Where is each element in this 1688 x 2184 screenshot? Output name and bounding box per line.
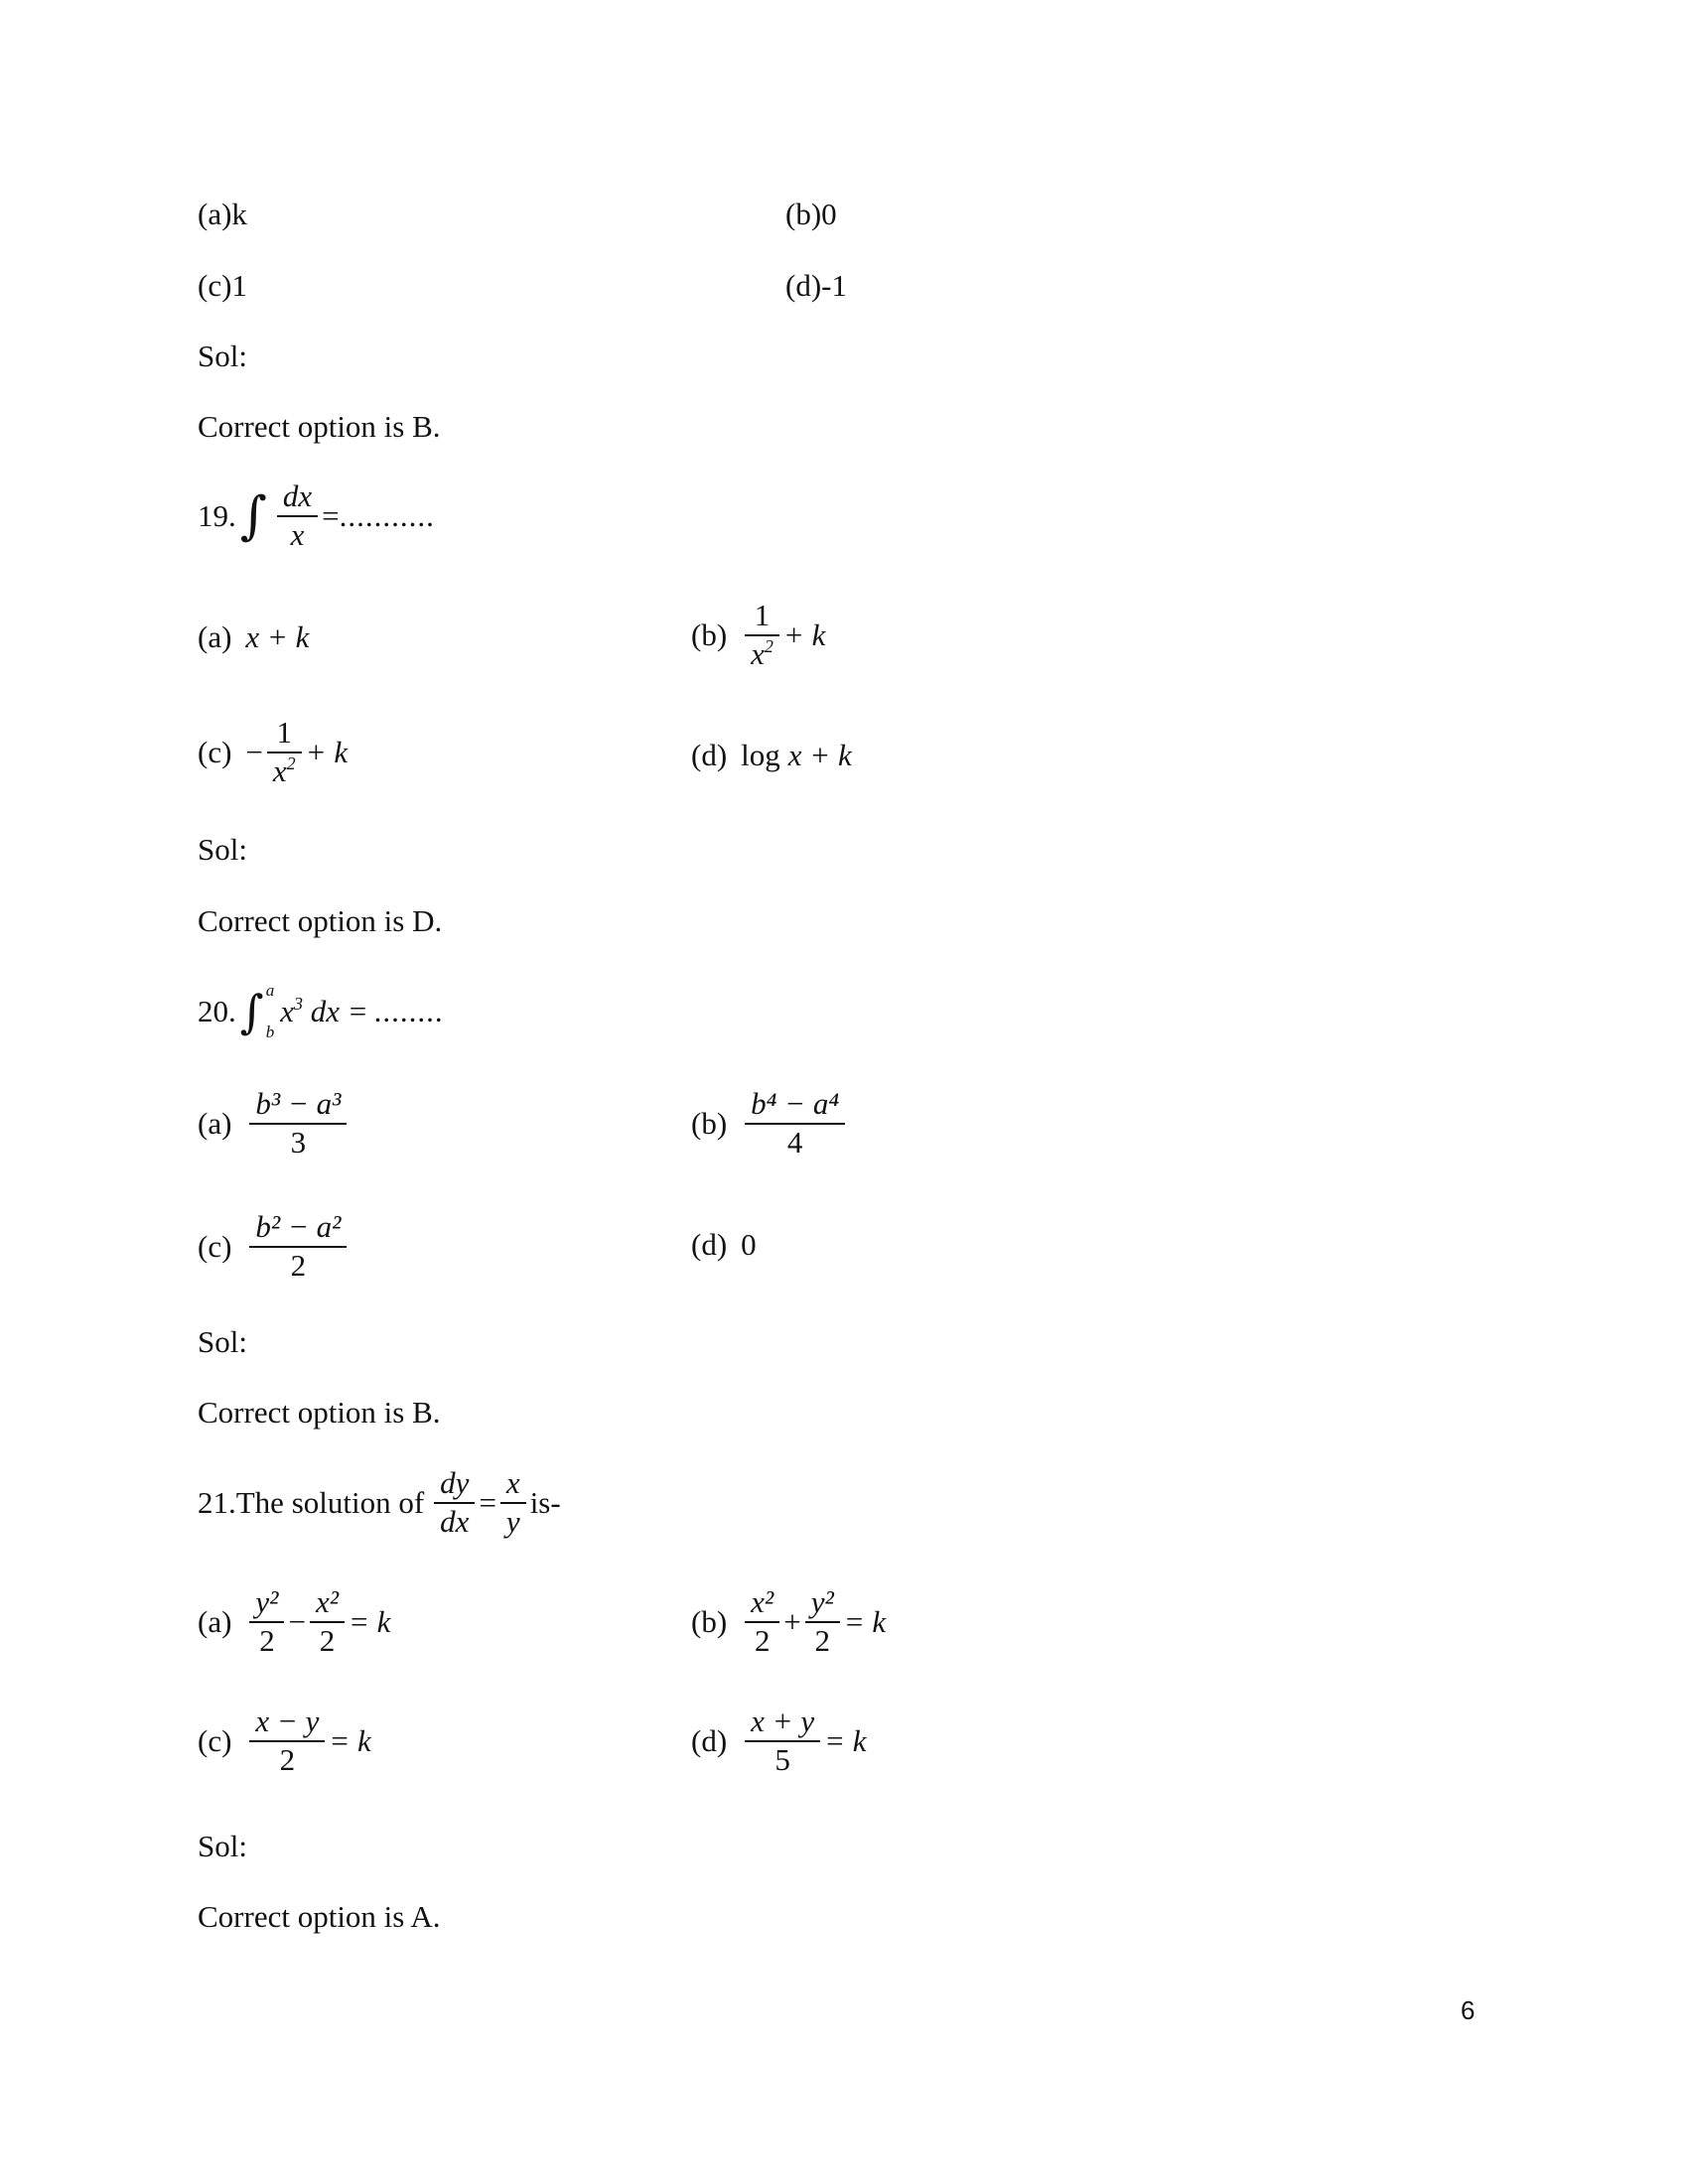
q19-option-b	[691, 600, 825, 670]
q19-sol-label: Sol:	[198, 832, 247, 867]
q21-lhs-numerator: dy	[440, 1465, 470, 1500]
q19-option-c-label: (c)	[198, 734, 232, 769]
q20-option-b	[691, 1088, 849, 1159]
q20-lower-limit: b	[265, 1023, 275, 1041]
page-number: 6	[1461, 1995, 1476, 2025]
q21-prefix: 21.The solution of	[198, 1484, 425, 1520]
q20-upper-limit: a	[265, 981, 275, 1000]
q19-integrand-numerator: dx	[282, 478, 313, 513]
q21-option-a	[198, 1586, 390, 1657]
q20-option-d-label: (d)	[691, 1227, 728, 1262]
q21-option-b-f2-numerator: y²	[810, 1584, 834, 1619]
q20-option-d	[691, 1227, 757, 1263]
q21-option-d-fraction	[745, 1706, 820, 1776]
q18-option-d: (d)-1	[785, 268, 847, 303]
integral-sign-icon: ∫	[239, 985, 264, 1038]
q20-answer: Correct option is B.	[198, 1395, 441, 1430]
q20-option-a-denominator: 3	[290, 1124, 307, 1160]
q21-option-a-f1-denominator: 2	[259, 1622, 275, 1658]
q19-integrand-fraction	[277, 480, 318, 551]
q20-option-c-numerator: b² − a²	[255, 1209, 342, 1244]
q19-option-d	[691, 738, 852, 773]
q19-equals: =	[322, 497, 340, 533]
q21-option-c-fraction	[249, 1706, 325, 1776]
q21-option-d-label: (d)	[691, 1722, 728, 1758]
q19-option-c-sign: −	[245, 734, 263, 769]
q20-option-b-fraction	[745, 1088, 845, 1159]
q21-lhs-fraction	[434, 1467, 475, 1538]
q19-option-c-tail: + k	[305, 734, 349, 769]
q20-integrand-base: x	[280, 994, 294, 1028]
q18-option-a: (a)k	[198, 197, 247, 231]
q19-option-b-tail: + k	[782, 616, 826, 652]
q20-option-a	[198, 1088, 351, 1159]
q21-lhs-denominator: dx	[440, 1503, 470, 1539]
q21-option-a-tail: = k	[349, 1603, 391, 1639]
q21-option-b-fraction-2	[805, 1586, 840, 1657]
q20-blank: ........	[373, 994, 444, 1028]
q20-limits	[266, 981, 275, 1042]
q18-answer: Correct option is B.	[198, 409, 441, 444]
q21-option-a-f2-denominator: 2	[319, 1622, 336, 1658]
q21-option-b-fraction-1	[745, 1586, 779, 1657]
q20-option-b-label: (b)	[691, 1105, 728, 1141]
q20-option-b-numerator: b⁴ − a⁴	[751, 1086, 840, 1121]
q18-option-c: (c)1	[198, 268, 247, 303]
q21-sol-label: Sol:	[198, 1829, 247, 1863]
q19-option-a-expr: x + k	[245, 619, 310, 654]
q21-option-c	[198, 1706, 371, 1776]
q19-integrand-denominator: x	[290, 516, 305, 552]
q21-option-b-tail: = k	[843, 1603, 887, 1639]
q19-answer: Correct option is D.	[198, 903, 443, 938]
q19-option-d-log: log	[741, 738, 780, 772]
q19-option-c-den-base: x	[272, 752, 287, 788]
q21-question	[198, 1467, 561, 1538]
q21-answer: Correct option is A.	[198, 1899, 441, 1934]
q21-suffix: is-	[529, 1484, 561, 1520]
q19-option-b-den-exp: 2	[764, 635, 774, 656]
q21-option-b-f1-numerator: x²	[751, 1584, 774, 1619]
q21-option-a-label: (a)	[198, 1603, 232, 1639]
q19-option-d-expr: x + k	[787, 738, 852, 772]
q19-option-c	[198, 717, 348, 787]
q19-option-b-den-base: x	[751, 635, 765, 671]
q21-equals: =	[479, 1484, 496, 1520]
q21-option-d-denominator: 5	[774, 1741, 790, 1777]
q19-option-b-fraction	[745, 600, 779, 670]
q20-question	[198, 981, 444, 1042]
q21-option-d	[691, 1706, 867, 1776]
q21-option-b-f1-denominator: 2	[754, 1622, 771, 1658]
q20-option-c-denominator: 2	[290, 1247, 307, 1283]
q21-rhs-fraction	[500, 1467, 526, 1538]
q19-question	[198, 480, 435, 551]
q20-option-b-denominator: 4	[786, 1124, 803, 1160]
q19-option-a-label: (a)	[198, 619, 232, 654]
q21-option-d-tail: = k	[824, 1722, 867, 1758]
q21-option-a-fraction-1	[249, 1586, 284, 1657]
q20-option-a-fraction	[249, 1088, 347, 1159]
q20-option-c-fraction	[249, 1211, 347, 1282]
q20-option-c-label: (c)	[198, 1228, 232, 1264]
q21-option-b	[691, 1586, 886, 1657]
q20-option-a-label: (a)	[198, 1105, 232, 1141]
q19-option-d-label: (d)	[691, 738, 728, 772]
q21-option-c-label: (c)	[198, 1722, 232, 1758]
q21-option-d-numerator: x + y	[751, 1704, 815, 1738]
q21-option-a-f2-numerator: x²	[315, 1584, 340, 1619]
q18-sol-label: Sol:	[198, 339, 247, 373]
q20-option-a-numerator: b³ − a³	[255, 1086, 342, 1121]
q21-option-a-operator: −	[288, 1603, 306, 1639]
q21-rhs-denominator: y	[505, 1503, 520, 1539]
q19-number: 19.	[198, 497, 236, 533]
q19-option-c-den-exp: 2	[286, 752, 296, 773]
q19-option-b-numerator: 1	[754, 598, 771, 632]
q19-option-c-fraction	[267, 717, 302, 787]
q21-option-c-numerator: x − y	[255, 1704, 320, 1738]
q20-number: 20.	[198, 994, 236, 1028]
q20-integrand-tail: dx =	[310, 994, 368, 1028]
q19-option-b-denominator	[745, 636, 779, 671]
q20-option-d-value: 0	[741, 1227, 757, 1262]
q18-option-b: (b)0	[785, 197, 837, 231]
q21-option-b-label: (b)	[691, 1603, 728, 1639]
q21-option-a-f1-numerator: y²	[255, 1584, 279, 1619]
q19-option-b-label: (b)	[691, 616, 728, 652]
q19-option-c-denominator	[267, 753, 302, 788]
q21-option-b-f2-denominator: 2	[814, 1622, 830, 1658]
q20-integrand-exp: 3	[293, 994, 303, 1014]
q19-option-c-numerator: 1	[276, 715, 293, 750]
q21-option-c-denominator: 2	[279, 1741, 296, 1777]
q19-option-a	[198, 619, 309, 655]
q21-rhs-numerator: x	[505, 1465, 520, 1500]
q20-option-c	[198, 1211, 351, 1282]
integral-sign-icon: ∫	[239, 485, 267, 546]
q19-blank: ...........	[339, 497, 435, 533]
q21-option-b-operator: +	[783, 1603, 801, 1639]
q20-integrand	[280, 994, 367, 1029]
q21-option-a-fraction-2	[310, 1586, 345, 1657]
q21-option-c-tail: = k	[329, 1722, 371, 1758]
q20-sol-label: Sol:	[198, 1324, 247, 1359]
